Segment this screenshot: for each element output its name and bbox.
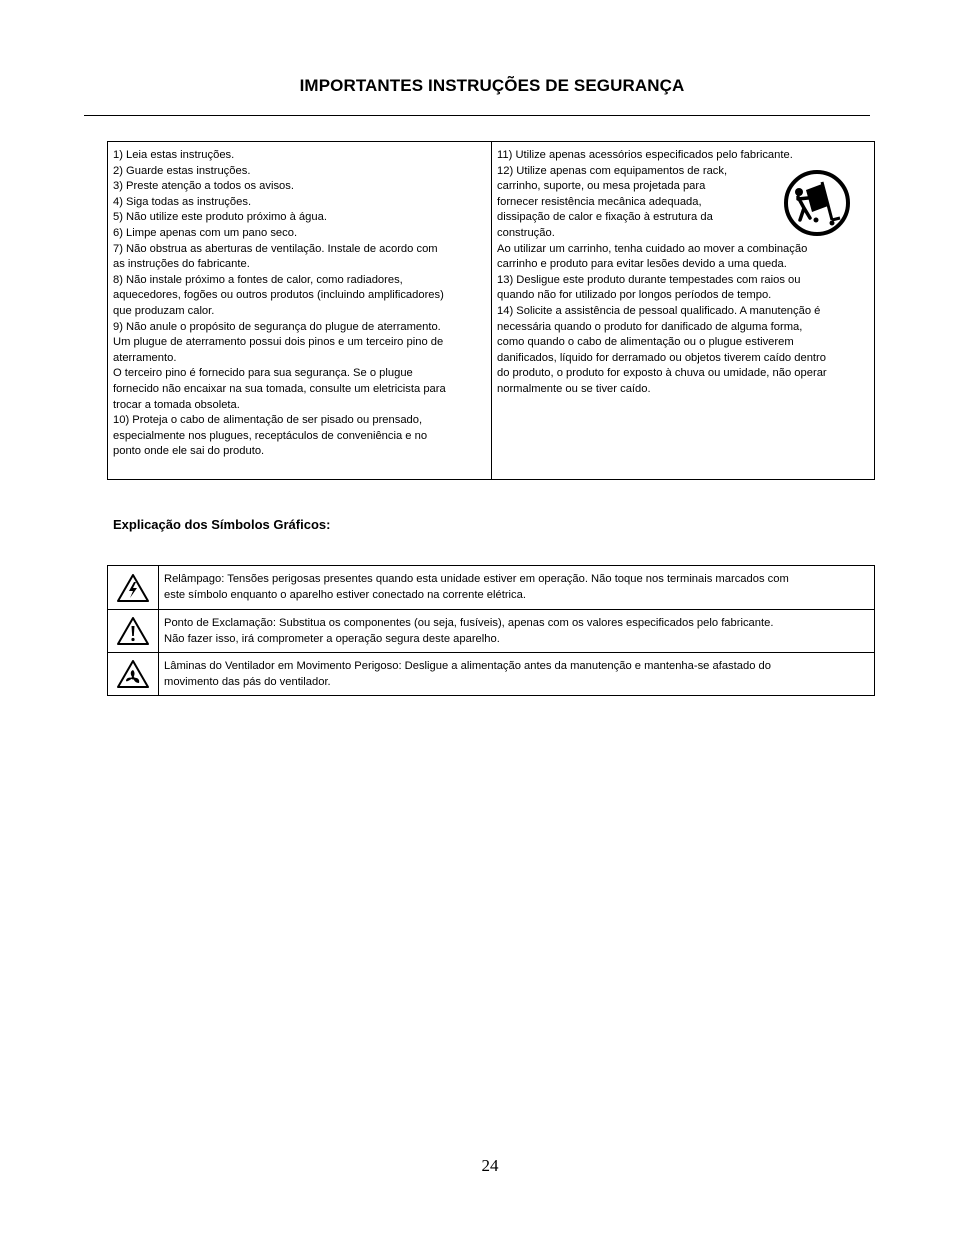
exclamation-warning-icon bbox=[116, 616, 150, 646]
instruction-line: quando não for utilizado por longos períodos de tempo. bbox=[497, 289, 772, 302]
instruction-line: Ao utilizar um carrinho, tenha cuidado ao mover a combinação bbox=[497, 242, 808, 255]
instruction-line: fornecido não encaixar na sua tomada, consulte um eletricista para bbox=[113, 382, 446, 395]
instructions-left-column bbox=[108, 142, 492, 479]
instruction-line: carrinho e produto para evitar lesões devido a uma queda. bbox=[497, 258, 787, 271]
instruction-line: 11) Utilize apenas acessórios especificados pelo fabricante. bbox=[497, 149, 793, 161]
instruction-line: 9) Não anule o propósito de segurança do plugue de aterramento. bbox=[113, 320, 441, 333]
symbol-description bbox=[159, 653, 874, 695]
table-row bbox=[108, 652, 874, 695]
symbol-description-line: movimento das pás do ventilador. bbox=[164, 675, 331, 688]
table-row bbox=[108, 566, 874, 609]
safety-instructions-table bbox=[107, 141, 875, 480]
instruction-line: 5) Não utilize este produto próximo à água. bbox=[113, 211, 327, 224]
symbol-icon-cell bbox=[108, 610, 159, 652]
instruction-line: aterramento. bbox=[113, 351, 177, 364]
instruction-line: como quando o cabo de alimentação ou o plugue estiverem bbox=[497, 336, 794, 349]
cart-tip-over-warning-icon bbox=[782, 168, 852, 238]
instruction-line: as instruções do fabricante. bbox=[113, 258, 250, 271]
symbol-description-line: Não fazer isso, irá comprometer a operação segura deste aparelho. bbox=[164, 632, 500, 645]
lightning-warning-icon bbox=[116, 573, 150, 603]
instruction-line: O terceiro pino é fornecido para sua segurança. Se o plugue bbox=[113, 367, 413, 380]
instruction-line: do produto, o produto for exposto à chuva ou umidade, não operar bbox=[497, 367, 827, 380]
symbol-icon-cell bbox=[108, 653, 159, 695]
instructions-right-column bbox=[492, 142, 874, 479]
symbol-icon-cell bbox=[108, 566, 159, 609]
instruction-line: que produzam calor. bbox=[113, 304, 215, 317]
symbols-heading: Explicação dos Símbolos Gráficos: bbox=[113, 517, 331, 532]
symbols-table bbox=[107, 565, 875, 696]
instruction-line: 8) Não instale próximo a fontes de calor, como radiadores, bbox=[113, 273, 403, 286]
instruction-line: 10) Proteja o cabo de alimentação de ser pisado ou prensado, bbox=[113, 414, 423, 427]
instruction-line: especialmente nos plugues, receptáculos de conveniência e no bbox=[113, 429, 428, 442]
symbol-description-line: este símbolo enquanto o aparelho estiver conectado na corrente elétrica. bbox=[164, 588, 526, 601]
instruction-line: 3) Preste atenção a todos os avisos. bbox=[113, 180, 294, 193]
instruction-line: normalmente ou se tiver caído. bbox=[497, 382, 651, 395]
instruction-line: ponto onde ele sai do produto. bbox=[113, 445, 265, 458]
instruction-line: 7) Não obstrua as aberturas de ventilação. Instale de acordo com bbox=[113, 242, 438, 255]
instruction-line: 2) Guarde estas instruções. bbox=[113, 164, 251, 177]
instruction-line: fornecer resistência mecânica adequada, bbox=[497, 195, 702, 208]
page-title: IMPORTANTES INSTRUÇÕES DE SEGURANÇA bbox=[299, 76, 685, 95]
symbol-description bbox=[159, 610, 874, 652]
instruction-line: 14) Solicite a assistência de pessoal qualificado. A manutenção é bbox=[497, 304, 821, 317]
symbol-description-line: Lâminas do Ventilador em Movimento Perigoso: Desligue a alimentação antes da manutenção e mantenha-se afastado do bbox=[164, 660, 771, 672]
symbol-description-line: Relâmpago: Tensões perigosas presentes quando esta unidade estiver em operação. Não toque nos terminais marcados com bbox=[164, 573, 789, 585]
instruction-line: necessária quando o produto for danificado de alguma forma, bbox=[497, 320, 803, 333]
symbol-description bbox=[159, 566, 874, 609]
table-row bbox=[108, 609, 874, 652]
instruction-line: 6) Limpe apenas com um pano seco. bbox=[113, 226, 298, 239]
instruction-line: danificados, líquido for derramado ou objetos tiverem caído dentro bbox=[497, 351, 826, 364]
symbol-description-line: Ponto de Exclamação: Substitua os componentes (ou seja, fusíveis), apenas com os valores especificados pelo fabricante. bbox=[164, 617, 774, 629]
instruction-line: 13) Desligue este produto durante tempestades com raios ou bbox=[497, 273, 801, 286]
instruction-line: construção. bbox=[497, 226, 555, 239]
instruction-line: carrinho, suporte, ou mesa projetada para bbox=[497, 180, 706, 193]
instruction-line: dissipação de calor e fixação à estrutura da bbox=[497, 211, 713, 224]
title-divider bbox=[84, 115, 870, 116]
instruction-line: Um plugue de aterramento possui dois pinos e um terceiro pino de bbox=[113, 336, 444, 349]
instruction-line: 4) Siga todas as instruções. bbox=[113, 195, 252, 208]
instruction-line: aquecedores, fogões ou outros produtos (incluindo amplificadores) bbox=[113, 289, 444, 302]
instruction-line: 1) Leia estas instruções. bbox=[113, 149, 235, 161]
instruction-line: trocar a tomada obsoleta. bbox=[113, 398, 240, 411]
instruction-line: 12) Utilize apenas com equipamentos de rack, bbox=[497, 164, 728, 177]
page-number: 24 bbox=[481, 1156, 499, 1175]
fan-blades-warning-icon bbox=[116, 659, 150, 689]
